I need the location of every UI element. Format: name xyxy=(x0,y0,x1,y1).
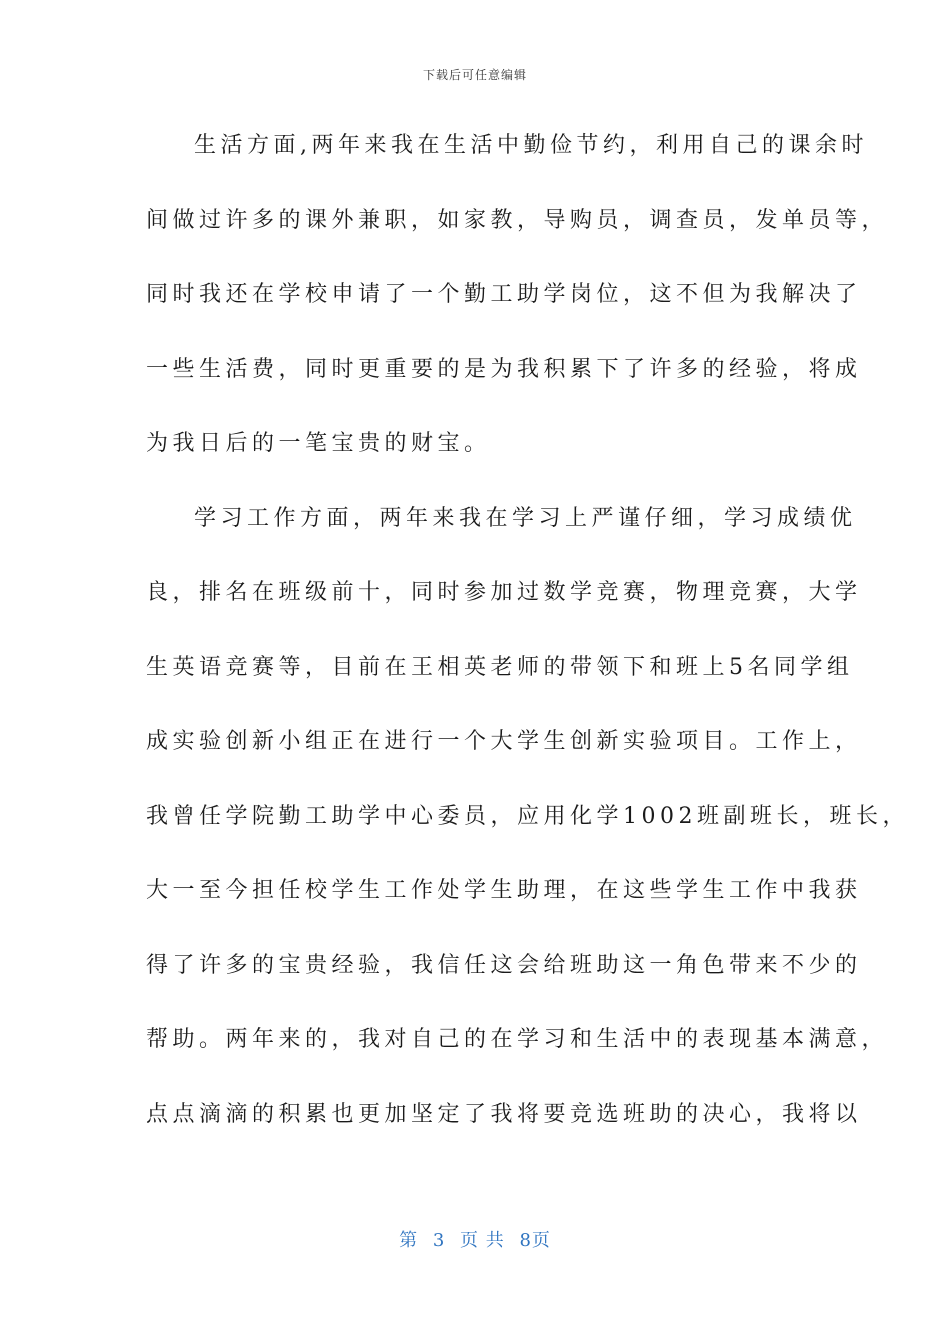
paragraph-2-line-9: 点点滴滴的积累也更加坚定了我将要竞选班助的决心，我将以 xyxy=(146,1101,862,1127)
paragraph-2-line-2: 良，排名在班级前十，同时参加过数学竞赛，物理竞赛，大学 xyxy=(146,580,862,605)
current-page-number: 3 xyxy=(432,1230,446,1251)
paragraph-2-line-1: 学习工作方面，两年来我在学习上严谨仔细，学习成绩优 xyxy=(194,505,857,531)
document-body xyxy=(146,122,909,1165)
paragraph-2-line-6: 大一至今担任校学生工作处学生助理，在这些学生工作中我获 xyxy=(146,878,862,903)
page-label-middle: 页 共 xyxy=(460,1230,505,1251)
page-header: 下载后可任意编辑 xyxy=(422,68,527,82)
total-pages: 8页 xyxy=(519,1230,551,1251)
paragraph-1-line-3: 同时我还在学校申请了一个勤工助学岗位，这不但为我解决了 xyxy=(146,282,862,307)
paragraph-1-line-4: 一些生活费，同时更重要的是为我积累下了许多的经验，将成 xyxy=(146,356,862,382)
paragraph-2-line-8: 帮助。两年来的，我对自己的在学习和生活中的表现基本满意， xyxy=(146,1027,889,1052)
paragraph-1-line-2: 间做过许多的课外兼职，如家教，导购员，调查员，发单员等， xyxy=(146,207,889,233)
paragraph-1-line-5: 为我日后的一笔宝贵的财宝。 xyxy=(146,431,491,456)
paragraph-1-line-1: 生活方面,两年来我在生活中勤俭节约，利用自己的课余时 xyxy=(194,133,868,158)
paragraph-2-line-5: 我曾任学院勤工助学中心委员，应用化学1002班副班长，班长， xyxy=(146,803,909,829)
page-footer xyxy=(0,1226,950,1252)
paragraph-2-line-4: 成实验创新小组正在进行一个大学生创新实验项目。工作上， xyxy=(146,729,862,754)
paragraph-2-line-3: 生英语竞赛等，目前在王相英老师的带领下和班上5名同学组 xyxy=(146,654,854,680)
page-label-prefix: 第 xyxy=(399,1230,419,1251)
paragraph-2-line-7: 得了许多的宝贵经验，我信任这会给班助这一角色带来不少的 xyxy=(146,952,862,978)
